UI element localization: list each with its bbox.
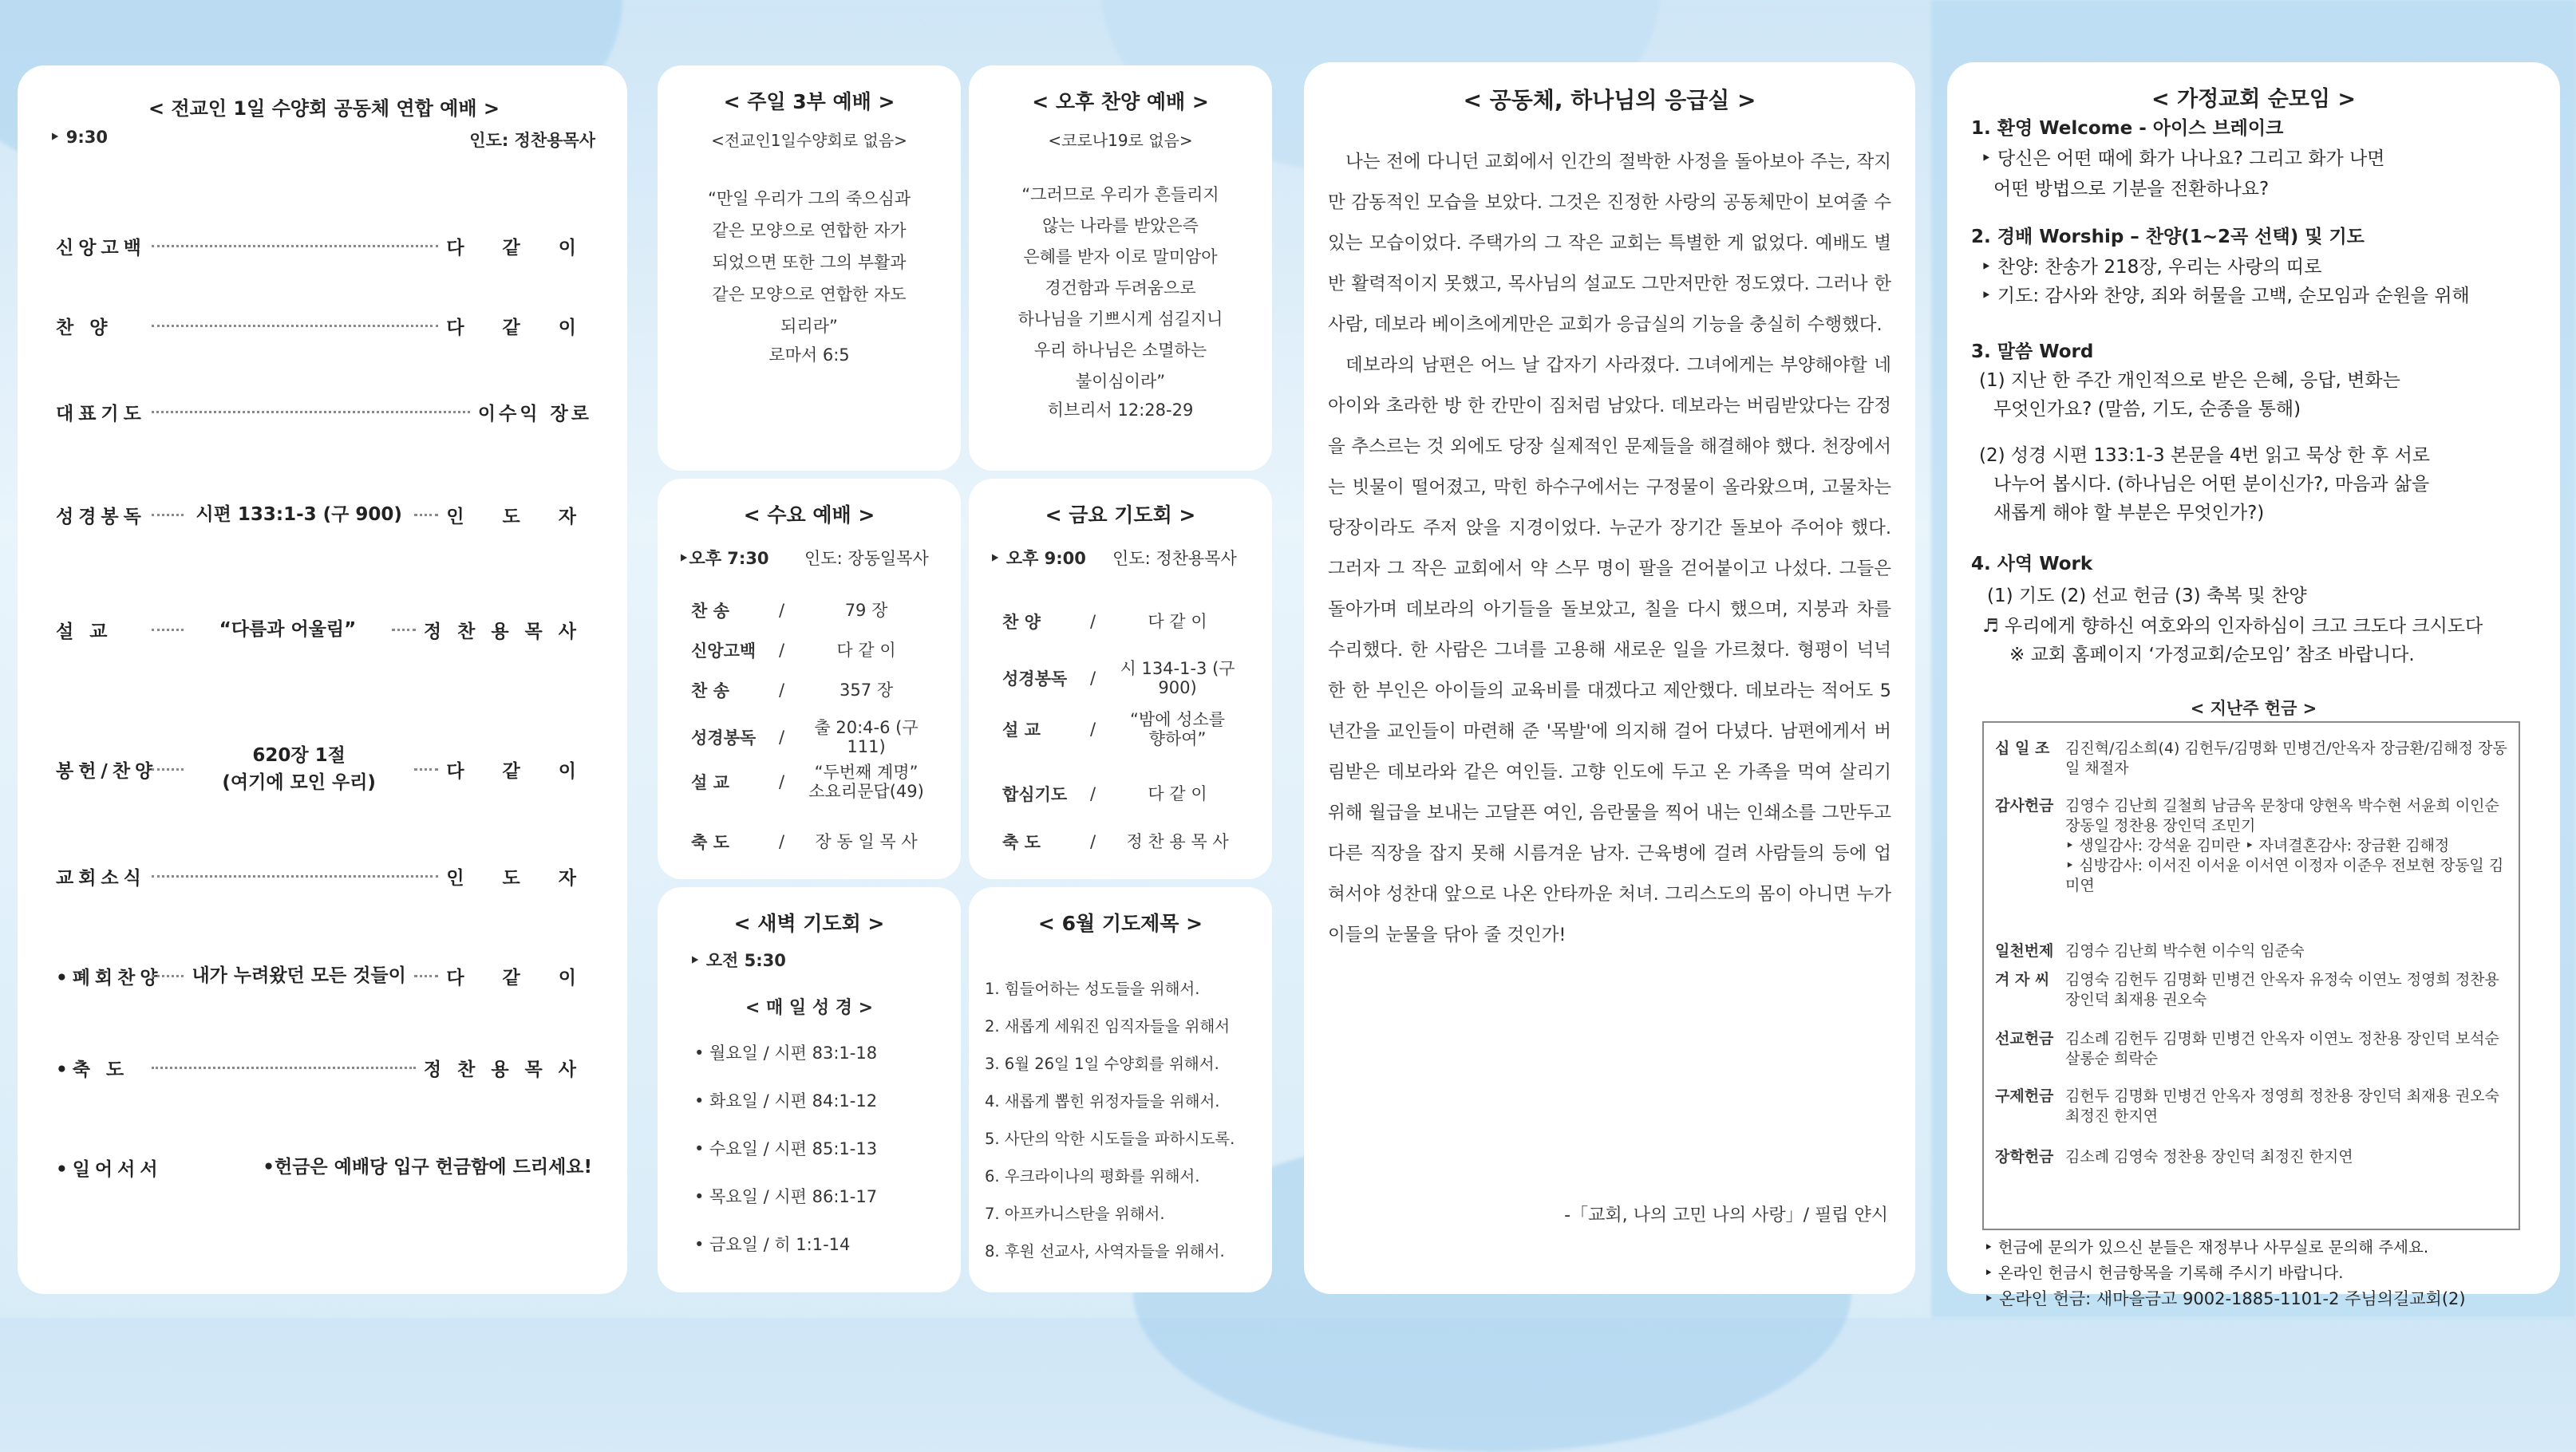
friday-row-value: “밤에 성소를 향하여”	[1130, 710, 1226, 748]
dawn-title: < 새벽 기도회 >	[733, 912, 885, 935]
order-right: 다 같 이	[446, 760, 592, 782]
sunday-third-title: < 주일 3부 예배 >	[723, 90, 895, 113]
wednesday-sep: /	[779, 728, 785, 747]
worship-leader: 인도: 정찬용목사	[469, 131, 595, 150]
offering-category: 선교헌금	[1995, 1030, 2054, 1048]
sunday-verse-line: 되리라”	[780, 317, 838, 336]
prayer-item: 8. 후원 선교사, 사역자들을 위해서.	[985, 1242, 1225, 1261]
afternoon-note: <코로나19로 없음>	[1048, 131, 1193, 150]
prayer-item: 5. 사단의 악한 시도들을 파하시도록.	[985, 1130, 1235, 1148]
friday-row-value: 정 찬 용 목 사	[1126, 832, 1229, 851]
friday-row-value: 다 같 이	[1148, 612, 1207, 631]
afternoon-reference: 히브리서 12:28-29	[1047, 400, 1194, 420]
wednesday-sep: /	[779, 641, 785, 660]
leader-dots	[152, 629, 184, 631]
offering-category: 감사헌금	[1995, 797, 2054, 815]
order-label: 성경봉독	[56, 506, 146, 527]
wednesday-row	[691, 830, 937, 854]
offering-names: 김진혁/김소희(4) 김헌두/김명화 민병건/안옥자 장금환/김해정 장동일 채절자	[2065, 740, 2507, 777]
dawn-time: ‣ 오전 5:30	[689, 951, 786, 970]
friday-row-value: 시 134-1-3 (구 900)	[1120, 659, 1235, 697]
order-right: 이수익 장로	[477, 404, 592, 424]
home-church-line: 4. 사역 Work	[1971, 554, 2093, 574]
home-church-line: (1) 기도 (2) 선교 헌금 (3) 축복 및 찬양	[1987, 586, 2307, 606]
essay-card	[1304, 62, 1915, 1294]
prayer-item: 7. 아프카니스탄을 위해서.	[985, 1205, 1165, 1223]
offering-names: 김영숙 김헌두 김명화 민병건 안옥자 유정숙 이연노 정영희 정찬용 장인덕 최재용 권오숙	[2065, 971, 2499, 1008]
home-church-line: 1. 환영 Welcome - 아이스 브레이크	[1971, 118, 2284, 139]
worship-time: ‣ 9:30	[49, 128, 108, 147]
order-right: 다 같 이	[446, 238, 592, 258]
home-church-line: ※ 교회 홈페이지 ‘가정교회/순모임’ 참조 바랍니다.	[2009, 645, 2415, 665]
essay-title: < 공동체, 하나님의 응급실 >	[1463, 87, 1756, 113]
home-church-title: < 가정교회 순모임 >	[2151, 87, 2357, 112]
afternoon-praise-card	[969, 65, 1272, 471]
order-row	[56, 616, 592, 643]
offering-category: 구제헌금	[1995, 1087, 2054, 1105]
worship-order-title: < 전교인 1일 수양회 공동체 연합 예배 >	[148, 97, 500, 120]
offering-row	[1995, 739, 2511, 779]
home-church-card	[1947, 62, 2560, 1308]
home-church-line: 새롭게 해야 할 부분은 무엇인가?)	[1993, 503, 2265, 523]
sunday-verse-line: 되었으면 또한 그의 부활과	[712, 253, 907, 272]
leader-dots	[152, 325, 438, 327]
offering-note: ‣ 온라인 헌금: 새마을금고 9002-1885-1101-2 주님의길교회(2)	[1984, 1289, 2466, 1308]
essay-citation: -「교회, 나의 고민 나의 사랑」/ 필립 얀시	[1564, 1205, 1888, 1225]
order-label: 신앙고백	[56, 238, 146, 258]
friday-sep: /	[1090, 612, 1096, 631]
wednesday-row-value: “두번째 계명” 소요리문답(49)	[808, 763, 924, 801]
offering-category: 십 일 조	[1995, 740, 2050, 757]
order-right: 인 도 자	[446, 868, 592, 889]
essay-paragraph: 데보라의 남편은 어느 날 갑자기 사라졌다. 그녀에게는 부양해야할 네 아이와 초라한 방 한 칸만이 짐처럼 남았다. 데보라는 버림받았다는 감정을 추스르는 것 외에도 당장 실제적인 문제들을 해결해야 했다. 천장에서는 빗물이 떨어졌고, 막힌 하수구에서는 구정물이 올라왔으며, 고물차는 당장이라도 주저 앉을 지경이었다. 누군가 장기간 돌보아 주어야 했다. 그러자 그 작은 교회에서 약 스무 명이 팔을 걷어붙이고 나섰다. 그들은 돌아가며 데보라의 아기들을 돌보았고, 칠을 다시 했으며, 지붕과 차를 수리했다. 한 사람은 그녀를 고용해 새로운 일을 가르쳤다. 형평이 넉넉한 한 부인은 아이들의 교육비를 대겠다고 제안했다. 데보라는 적어도 5년간을 교인들이 마련해 준 '목발'에 의지해 걸어 다녔다. 남편에게서 버림받은 데보라와 같은 여인들. 고향 인도에 두고 온 가족을 먹여 살리기 위해 월급을 보내는 고달픈 여인, 음란물을 찍어 내는 인쇄소를 그만두고 다른 직장을 잡지 못해 시름겨운 남자. 근육병에 걸려 사람들의 등에 업혀서야 성찬대 앞으로 나온 안타까운 처녀. 그리스도의 몸이 아니면 누가 이들의 눈물을 닦아 줄 것인가!	[1328, 355, 1891, 945]
offering-row	[1995, 796, 2511, 896]
friday-row-label: 설 교	[1002, 720, 1041, 740]
offering-box	[1982, 721, 2520, 1230]
prayer-item: 3. 6월 26일 1일 수양회를 위해서.	[985, 1055, 1219, 1073]
june-prayer-title: < 6월 기도제목 >	[1037, 912, 1203, 935]
leader-dots	[414, 768, 438, 771]
afternoon-verse	[986, 180, 1254, 397]
afternoon-verse-line: 은혜를 받자 이로 말미암아	[1023, 247, 1218, 266]
dawn-day: • 목요일 / 시편 86:1-17	[694, 1187, 878, 1206]
leader-dots	[414, 975, 438, 977]
wednesday-row-label: 찬 송	[691, 681, 729, 700]
dawn-day: • 화요일 / 시편 84:1-12	[694, 1091, 878, 1111]
friday-row-value: 다 같 이	[1148, 784, 1207, 803]
offering-row	[1995, 941, 2511, 961]
afternoon-verse-line: 않는 나라를 받았은즉	[1042, 216, 1199, 235]
leader-dots	[392, 629, 416, 631]
friday-row	[1002, 830, 1248, 854]
order-label: •축 도	[56, 1059, 129, 1080]
wednesday-row-label: 설 교	[691, 773, 729, 792]
order-middle: 내가 누려왔던 모든 것들이	[192, 965, 406, 986]
wednesday-sep: /	[779, 772, 785, 791]
leader-dots	[152, 768, 184, 771]
friday-leader: 인도: 정찬용목사	[1112, 549, 1237, 568]
order-row	[56, 962, 592, 989]
prayer-item: 4. 새롭게 뽑힌 위정자들을 위해서.	[985, 1092, 1220, 1111]
home-church-line: ‣ 찬양: 찬송가 218장, 우리는 사랑의 띠로	[1981, 257, 2322, 278]
daily-bible-subtitle: < 매 일 성 경 >	[745, 998, 874, 1018]
wednesday-row	[691, 718, 937, 756]
sunday-verse-line: 같은 모양으로 연합한 자가	[712, 221, 907, 240]
wednesday-row-label: 성경봉독	[691, 728, 757, 748]
sunday-third-verse	[675, 183, 943, 342]
friday-row-label: 합심기도	[1002, 785, 1068, 804]
offering-note: ‣ 온라인 헌금시 헌금항목을 기록해 주시기 바랍니다.	[1984, 1264, 2344, 1282]
wednesday-sep: /	[779, 681, 785, 700]
order-row	[56, 233, 592, 259]
friday-sep: /	[1090, 720, 1096, 739]
offering-row	[1995, 1147, 2511, 1167]
sunday-third-reference: 로마서 6:5	[768, 345, 850, 365]
order-middle: •헌금은 예배당 입구 헌금함에 드리세요!	[263, 1157, 592, 1178]
offering-names: 김소례 김헌두 김명화 민병건 안옥자 이연노 정찬용 장인덕 보석순 살롱순 희락순	[2065, 1030, 2499, 1067]
friday-row	[1002, 610, 1248, 633]
sunday-third-note: <전교인1일수양회로 없음>	[711, 131, 907, 150]
order-label: 봉헌/찬양	[56, 760, 158, 782]
prayer-item: 6. 우크라이나의 평화를 위해서.	[985, 1167, 1200, 1186]
home-church-line: 어떤 방법으로 기분을 전환하나요?	[1993, 179, 2270, 199]
order-label: 교회소식	[56, 868, 146, 889]
sunday-verse-line: 같은 모양으로 연합한 자도	[712, 285, 907, 304]
order-right: 정찬용목사	[423, 621, 592, 642]
leader-dots	[414, 514, 438, 516]
wednesday-row-value: 장 동 일 목 사	[815, 832, 918, 851]
offering-note: ‣ 헌금에 문의가 있으신 분들은 재정부나 사무실로 문의해 주세요.	[1984, 1238, 2429, 1257]
wednesday-leader: 인도: 장동일목사	[804, 549, 929, 568]
wednesday-sep: /	[779, 601, 785, 620]
leader-dots	[152, 514, 184, 516]
offering-names: 김소례 김영숙 정찬용 장인덕 최정진 한지연	[2065, 1148, 2353, 1166]
worship-order-card	[18, 65, 627, 1294]
wednesday-time: ‣오후 7:30	[678, 549, 769, 568]
offering-names: 김영수 김난희 박수현 이수익 임준숙	[2065, 942, 2305, 960]
order-label: 대표기도	[56, 404, 146, 424]
dawn-day: • 금요일 / 히 1:1-14	[694, 1235, 851, 1254]
home-church-line: ‣ 당신은 어떤 때에 화가 나나요? 그리고 화가 나면	[1981, 148, 2385, 169]
wednesday-row-label: 신앙고백	[691, 641, 757, 661]
offering-category: 장학헌금	[1995, 1148, 2054, 1166]
order-row	[56, 1055, 592, 1081]
friday-row	[1002, 782, 1248, 806]
home-church-line: 2. 경배 Worship – 찬양(1~2곡 선택) 및 기도	[1971, 227, 2365, 247]
order-row	[56, 863, 592, 890]
offering-names: 김영수 김난희 길철희 남금옥 문창대 양현옥 박수현 서윤희 이인순 장동일 정찬용 장인덕 조민기 ‣ 생일감사: 강석윤 김미란 ‣ 자녀결혼감사: 장금환 김해정 ‣ 심방감사: 이서진 이서윤 이서연 이정자 이준우 전보현 장동일 김미연	[2065, 797, 2504, 894]
leader-dots	[152, 245, 438, 247]
sunday-third-service-card	[658, 65, 961, 471]
afternoon-verse-line: 우리 하나님은 소멸하는	[1033, 341, 1207, 360]
leader-dots	[152, 875, 438, 878]
wednesday-row	[691, 638, 937, 662]
wednesday-row-value: 79 장	[844, 601, 888, 620]
order-right: 정찬용목사	[423, 1059, 592, 1080]
home-church-line: (2) 성경 시편 133:1-3 본문을 4번 읽고 묵상 한 후 서로	[1979, 445, 2431, 466]
offering-names: 김헌두 김명화 민병건 안옥자 정영희 정찬용 장인덕 최재용 권오숙 최정진 한지연	[2065, 1087, 2499, 1125]
june-prayer-card	[969, 887, 1272, 1292]
dawn-day: • 월요일 / 시편 83:1-18	[694, 1044, 878, 1063]
wednesday-service-card	[658, 479, 961, 879]
prayer-item: 1. 힘들어하는 성도들을 위해서.	[985, 980, 1200, 998]
leader-dots	[152, 975, 184, 977]
home-church-line: ‣ 기도: 감사와 찬양, 죄와 허물을 고백, 순모임과 순원을 위해	[1981, 286, 2470, 306]
friday-sep: /	[1090, 669, 1096, 688]
friday-row-label: 찬 양	[1002, 613, 1041, 632]
friday-row	[1002, 659, 1248, 697]
prayer-item: 2. 새롭게 세워진 임직자들을 위해서	[985, 1017, 1231, 1036]
friday-sep: /	[1090, 832, 1096, 851]
wednesday-row	[691, 678, 937, 702]
afternoon-verse-line: 하나님을 기쁘시게 섬길지니	[1017, 310, 1223, 329]
friday-prayer-card	[969, 479, 1272, 879]
offering-category: 일천번제	[1995, 942, 2054, 960]
afternoon-title: < 오후 찬양 예배 >	[1032, 90, 1209, 113]
wednesday-sep: /	[779, 832, 785, 851]
order-row	[56, 742, 592, 796]
order-label: •폐회찬양	[56, 967, 163, 988]
order-row	[56, 501, 592, 528]
home-church-line: 무엇인가요? (말씀, 기도, 순종을 통해)	[1993, 399, 2301, 420]
home-church-line: ♬ 우리에게 향하신 여호와의 인자하심이 크고 크도다 크시도다	[1982, 616, 2483, 637]
order-right: 인 도 자	[446, 506, 592, 527]
order-row	[56, 1154, 592, 1181]
wednesday-row	[691, 763, 937, 801]
afternoon-verse-line: 불이심이라”	[1075, 372, 1166, 391]
friday-time: ‣ 오후 9:00	[990, 549, 1086, 568]
order-middle: 620장 1절 (여기에 모인 우리)	[222, 745, 376, 793]
home-church-line: 3. 말씀 Word	[1971, 341, 2094, 362]
order-middle: 시편 133:1-3 (구 900)	[196, 504, 402, 525]
offering-row	[1995, 970, 2511, 1010]
dawn-prayer-card	[658, 887, 961, 1292]
wednesday-row-label: 축 도	[691, 833, 729, 852]
order-row	[56, 399, 592, 425]
order-label: •일어서서	[56, 1158, 163, 1180]
order-label: 설 교	[56, 621, 113, 642]
friday-row-label: 성경봉독	[1002, 669, 1068, 689]
offering-title: < 지난주 헌금 >	[2190, 699, 2317, 718]
home-church-line: (1) 지난 한 주간 개인적으로 받은 은혜, 응답, 변화는	[1979, 370, 2400, 391]
friday-title: < 금요 기도회 >	[1045, 503, 1196, 527]
sunday-verse-line: “만일 우리가 그의 죽으심과	[707, 189, 911, 208]
friday-row	[1002, 710, 1248, 748]
wednesday-row-value: 출 20:4-6 (구 111)	[814, 718, 919, 756]
leader-dots	[152, 1067, 416, 1069]
offering-row	[1995, 1029, 2511, 1069]
wednesday-row-label: 찬 송	[691, 602, 729, 621]
essay-body	[1328, 142, 1891, 956]
wednesday-row-value: 357 장	[840, 681, 894, 700]
order-right: 다 같 이	[446, 967, 592, 988]
friday-row-label: 축 도	[1002, 833, 1041, 852]
wednesday-row	[691, 598, 937, 622]
essay-paragraph: 나는 전에 다니던 교회에서 인간의 절박한 사정을 돌아보아 주는, 작지만 감동적인 모습을 보았다. 그것은 진정한 사랑의 공동체만이 보여줄 수 있는 모습이었다. 주택가의 그 작은 교회는 특별한 게 없었다. 예배도 별반 활력적이지 못했고, 목사님의 설교도 그만저만한 정도였다. 그러나 한 사람, 데보라 베이츠에게만은 교회가 응급실의 기능을 충실히 수행했다.	[1328, 152, 1891, 335]
friday-sep: /	[1090, 784, 1096, 803]
leader-dots	[152, 411, 470, 413]
wednesday-row-value: 다 같 이	[836, 641, 896, 660]
order-label: 찬 양	[56, 318, 113, 338]
wednesday-title: < 수요 예배 >	[743, 503, 875, 527]
order-right: 다 같 이	[446, 318, 592, 338]
order-row	[56, 313, 592, 339]
offering-category: 겨 자 씨	[1995, 971, 2050, 988]
afternoon-verse-line: “그러므로 우리가 흔들리지	[1021, 185, 1219, 204]
offering-row	[1995, 1087, 2511, 1126]
dawn-day: • 수요일 / 시편 85:1-13	[694, 1139, 878, 1158]
order-middle: “다름과 어울림”	[219, 619, 357, 640]
home-church-line: 나누어 봅시다. (하나님은 어떤 분이신가?, 마음과 삶을	[1993, 474, 2430, 495]
afternoon-verse-line: 경건함과 두려움으로	[1045, 278, 1196, 298]
